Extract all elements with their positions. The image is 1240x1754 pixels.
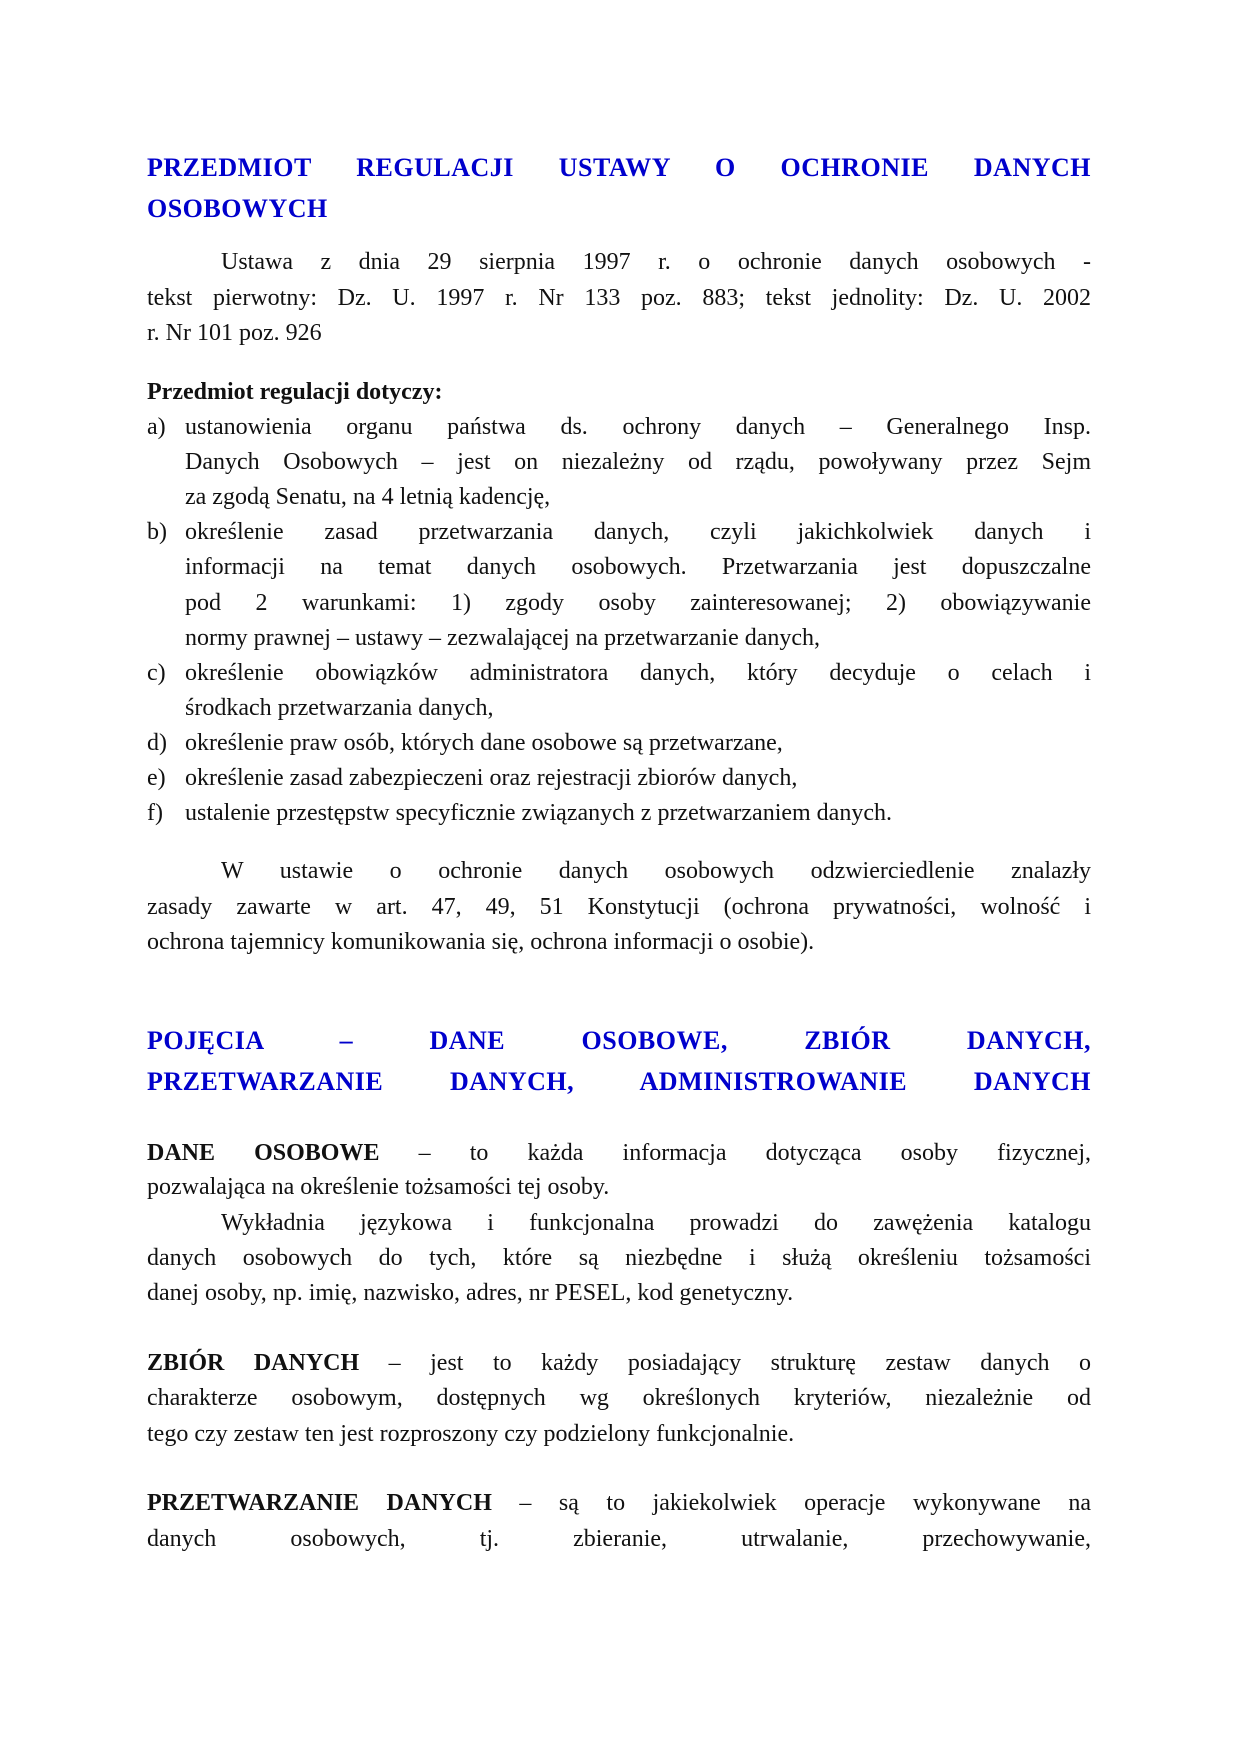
definition-line: charakterze osobowym, dostępnych wg określonych kryteriów, niezależnie od <box>147 1385 1091 1411</box>
defined-term: DANE OSOBOWE <box>147 1140 380 1166</box>
section-heading: OSOBOWYCH <box>147 194 328 223</box>
definition-line: danych osobowych, tj. zbieranie, utrwalanie, przechowywanie, <box>147 1526 1091 1552</box>
definition-text: – to każda informacja dotycząca osoby fizycznej, <box>379 1140 1091 1166</box>
list-item-line: Danych Osobowych – jest on niezależny od rządu, powoływany przez Sejm <box>185 449 1091 476</box>
list-item-line: za zgodą Senatu, na 4 letnią kadencję, <box>185 484 551 511</box>
section-heading: PRZETWARZANIE DANYCH, ADMINISTROWANIE DANYCH <box>147 1067 1091 1096</box>
list-item-line: określenie praw osób, których dane osobowe są przetwarzane, <box>185 729 783 756</box>
paragraph-line: W ustawie o ochronie danych osobowych odzwierciedlenie znalazły <box>221 858 1091 884</box>
section-heading: POJĘCIA – DANE OSOBOWE, ZBIÓR DANYCH, <box>147 1026 1091 1055</box>
list-item-line: określenie obowiązków administratora danych, który decyduje o celach i <box>185 659 1091 686</box>
paragraph-line: r. Nr 101 poz. 926 <box>147 320 322 346</box>
list-marker: b) <box>147 519 167 546</box>
definition-line: pozwalająca na określenie tożsamości tej osoby. <box>147 1174 610 1200</box>
definition-text: – jest to każdy posiadający strukturę zestaw danych o <box>359 1350 1092 1376</box>
list-marker: c) <box>147 659 166 686</box>
list-item-line: pod 2 warunkami: 1) zgody osoby zainteresowanej; 2) obowiązywanie <box>185 589 1091 616</box>
definition-text: – są to jakiekolwiek operacje wykonywane na <box>491 1490 1091 1516</box>
list-item-line: określenie zasad zabezpieczeni oraz rejestracji zbiorów danych, <box>185 765 798 791</box>
defined-term: PRZETWARZANIE DANYCH <box>147 1490 492 1516</box>
list-marker: a) <box>147 414 166 440</box>
definition-line <box>147 1136 1091 1171</box>
paragraph-line: tekst pierwotny: Dz. U. 1997 r. Nr 133 poz. 883; tekst jednolity: Dz. U. 2002 <box>147 285 1091 311</box>
list-item-line: informacji na temat danych osobowych. Przetwarzania jest dopuszczalne <box>185 554 1091 581</box>
paragraph-line: danej osoby, np. imię, nazwisko, adres, nr PESEL, kod genetyczny. <box>147 1280 794 1306</box>
definition-line: tego czy zestaw ten jest rozproszony czy podzielony funkcjonalnie. <box>147 1421 795 1447</box>
definition-line <box>147 1486 1091 1521</box>
paragraph-line: danych osobowych do tych, które są niezbędne i służą określeniu tożsamości <box>147 1245 1091 1271</box>
definition-line <box>147 1346 1091 1381</box>
list-marker: d) <box>147 729 167 756</box>
defined-term: ZBIÓR DANYCH <box>147 1350 360 1376</box>
list-marker: f) <box>147 800 163 827</box>
paragraph-line: ochrona tajemnicy komunikowania się, ochrona informacji o osobie). <box>147 929 815 955</box>
paragraph-line: Wykładnia językowa i funkcjonalna prowadzi do zawężenia katalogu <box>221 1210 1091 1236</box>
list-item-line: normy prawnej – ustawy – zezwalającej na przetwarzanie danych, <box>185 624 821 651</box>
list-title: Przedmiot regulacji dotyczy: <box>147 379 443 405</box>
list-item-line: określenie zasad przetwarzania danych, czyli jakichkolwiek danych i <box>185 519 1091 546</box>
section-heading: PRZEDMIOT REGULACJI USTAWY O OCHRONIE DANYCH <box>147 153 1091 182</box>
list-item-line: ustanowienia organu państwa ds. ochrony danych – Generalnego Insp. <box>185 414 1091 440</box>
paragraph-line: zasady zawarte w art. 47, 49, 51 Konstytucji (ochrona prywatności, wolność i <box>147 894 1091 920</box>
list-marker: e) <box>147 765 166 791</box>
list-item-line: środkach przetwarzania danych, <box>185 694 494 721</box>
paragraph-line: Ustawa z dnia 29 sierpnia 1997 r. o ochronie danych osobowych - <box>221 249 1091 275</box>
list-item-line: ustalenie przestępstw specyficznie związanych z przetwarzaniem danych. <box>185 800 892 827</box>
